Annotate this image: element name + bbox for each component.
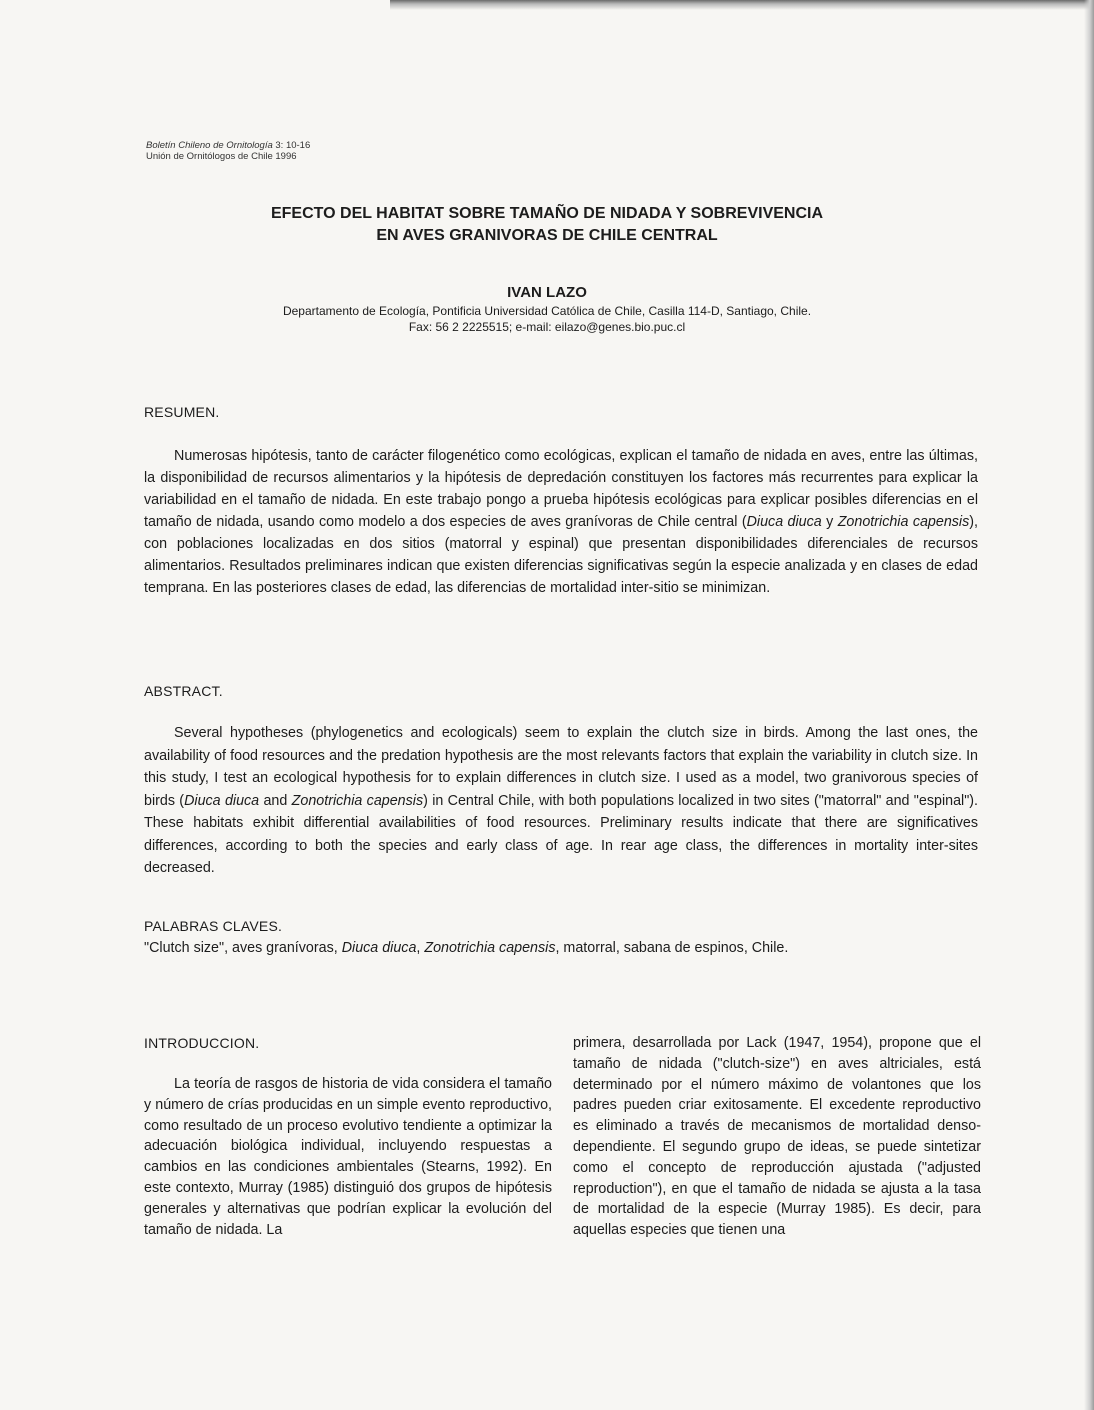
species-diuca: Diuca diuca <box>341 940 417 956</box>
intro-column-right: primera, desarrollada por Lack (1947, 1954), propone que el tamaño de nidada ("clutch-size") en aves altriciales, está determinado por el número máximo de volantones que los padres pueden criar exitosamente. El excedente reproductivo es eliminado a través de mecanismos de mortalidad denso-dependiente. El segundo grupo de ideas, se puede sintetizar como el concepto de reproducción ajustada ("adjusted reproduction"), en que el tamaño de nidada se ajusta a la tasa de mortalidad de la especie (Murray 1985). Es decir, para aquellas especies que tienen una <box>573 1035 981 1239</box>
affiliation-line: Departamento de Ecología, Pontificia Universidad Católica de Chile, Casilla 114-D, Santiago, Chile. <box>282 304 812 318</box>
article-title <box>150 203 944 247</box>
abstract-paragraph <box>144 722 978 880</box>
resumen-conj: y <box>821 514 838 530</box>
abstract-conj: and <box>259 792 292 809</box>
source-citation <box>146 140 310 162</box>
species-diuca: Diuca diuca <box>746 514 822 530</box>
species-zonotrichia: Zonotrichia capensis <box>837 514 970 530</box>
species-zonotrichia: Zonotrichia capensis <box>424 940 556 956</box>
volume-pages: 3: 10-16 <box>272 140 311 151</box>
abstract-text-2: ) in Central Chile, with both populations localized in two sites ("matorral" and "espinal"). These habitats exhibit differential availabilities of food resources. Preliminary results indicate that there are significatives differences, according to both the species and early class of age. In rear age class, the differences in mortality inter-sites decreased. <box>144 792 979 876</box>
abstract-heading: ABSTRACT. <box>144 683 223 699</box>
keywords-heading: PALABRAS CLAVES. <box>144 918 283 934</box>
abstract-text-1: Several hypotheses (phylogenetics and ecologicals) seem to explain the clutch size in birds. Among the last ones, the availability of food resources and the predation hypothesis are the most relevants factors that explain the variability in clutch size. In this study, I test an ecological hypothesis for to explain differences in clutch size. I used as a model, two granivorous species of birds ( <box>144 725 978 809</box>
title-line-1: EFECTO DEL HABITAT SOBRE TAMAÑO DE NIDADA Y SOBREVIVENCIA <box>270 205 824 222</box>
contact-line: Fax: 56 2 2225515; e-mail: eilazo@genes.bio.puc.cl <box>408 320 686 334</box>
keywords-line <box>144 937 978 959</box>
species-diuca: Diuca diuca <box>184 792 260 809</box>
publisher: Unión de Ornitólogos de Chile 1996 <box>146 151 297 162</box>
journal-name: Boletín Chileno de Ornitología <box>146 140 273 151</box>
resumen-paragraph <box>144 445 978 599</box>
intro-heading: INTRODUCCION. <box>144 1035 260 1051</box>
resumen-heading: RESUMEN. <box>144 404 220 420</box>
intro-column-left: La teoría de rasgos de historia de vida considera el tamaño y número de crías producidas en un simple evento reproductivo, como resultado de un proceso evolutivo tendiente a optimizar la adecuación biológica individual, incluyendo respuestas a cambios en las condiciones ambientales (Stearns, 1992). En este contexto, Murray (1985) distinguió dos grupos de hipótesis generales y alternativas que podrían explicar la evolución del tamaño de nidada. La <box>144 1076 552 1238</box>
author-affiliation <box>150 303 944 335</box>
title-line-2: EN AVES GRANIVORAS DE CHILE CENTRAL <box>376 227 718 244</box>
author-name: IVAN LAZO <box>507 284 587 301</box>
keywords-text-2: , matorral, sabana de espinos, Chile. <box>555 940 789 956</box>
scan-edge-right <box>1084 0 1094 1410</box>
keywords-text-1: "Clutch size", aves granívoras, <box>144 940 342 956</box>
resumen-text-1: Numerosas hipótesis, tanto de carácter filogenético como ecológicas, explican el tamaño de nidada en aves, entre las últimas, la disponibilidad de recursos alimentarios y la hipótesis de depredación constituyen los factores más recurrentes para explicar la variabilidad en el tamaño de nidada. En este trabajo pongo a prueba hipótesis ecológicas para explicar posibles diferencias en el tamaño de nidada, usando como modelo a dos especies de aves granívoras de Chile central ( <box>144 448 978 530</box>
scan-edge-top <box>390 0 1094 10</box>
resumen-text-2: ), con poblaciones localizadas en dos sitios (matorral y espinal) que presentan disponibilidades diferenciales de recursos alimentarios. Resultados preliminares indican que existen diferencias significativas según la especie analizada y en clases de edad temprana. En las posteriores clases de edad, las diferencias de mortalidad inter-sitio se minimizan. <box>144 514 978 596</box>
species-zonotrichia: Zonotrichia capensis <box>291 792 424 809</box>
keywords-sep: , <box>416 940 425 956</box>
